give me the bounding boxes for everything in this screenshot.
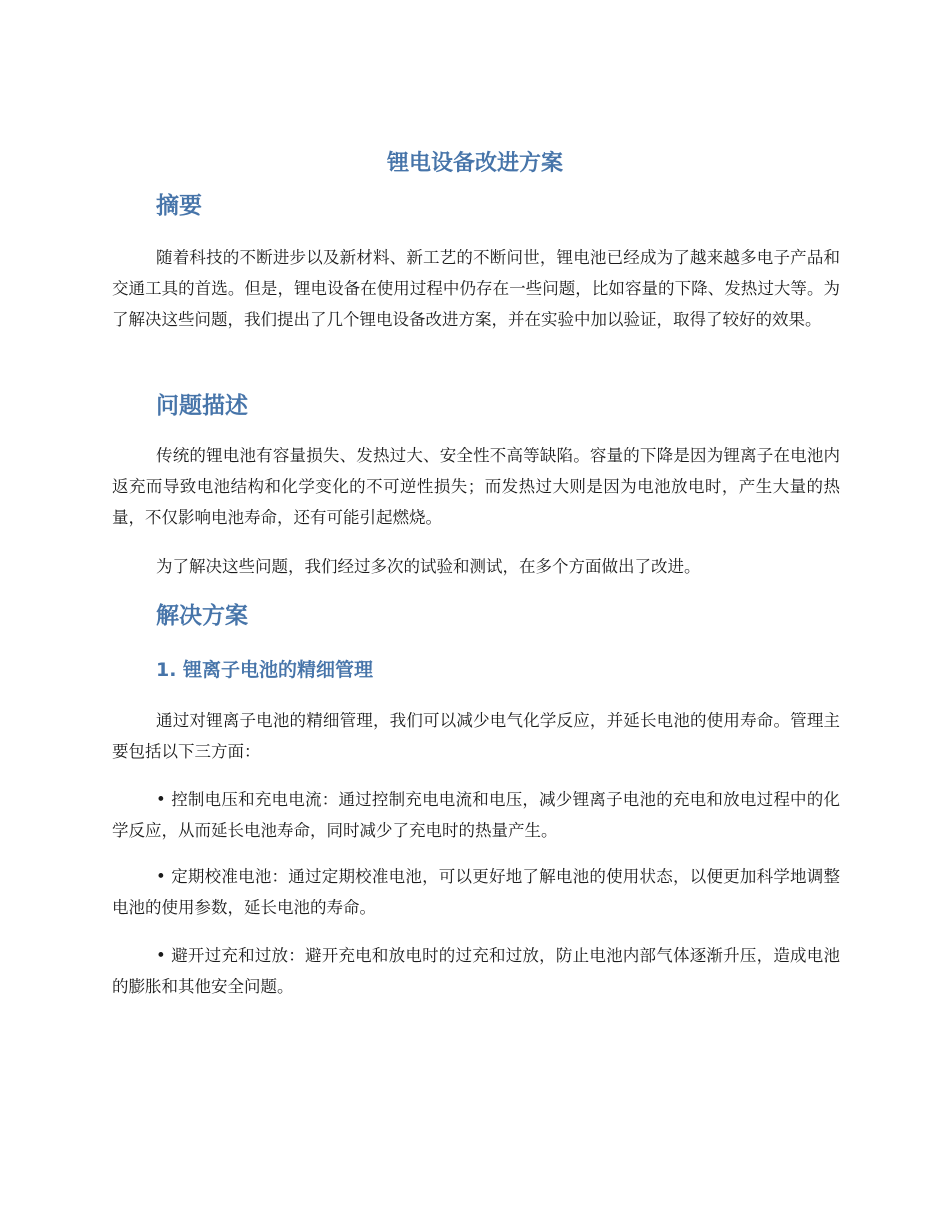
problem-paragraph-1: 传统的锂电池有容量损失、发热过大、安全性不高等缺陷。容量的下降是因为锂离子在电池内返充而导致电池结构和化学变化的不可逆性损失；而发热过大则是因为电池放电时，产生大量的热量，不仅影响电池寿命，还有可能引起燃烧。 — [112, 446, 840, 527]
section-heading-solution: 解决方案 — [156, 603, 248, 629]
list-item-calibrate-battery: • 定期校准电池：通过定期校准电池，可以更好地了解电池的使用状态，以便更加科学地调整电池的使用参数，延长电池的寿命。 — [112, 867, 840, 917]
section-heading-problem: 问题描述 — [156, 393, 248, 419]
list-item-avoid-overcharge: • 避开过充和过放：避开充电和放电时的过充和过放，防止电池内部气体逐渐升压，造成电池的膨胀和其他安全问题。 — [112, 946, 840, 996]
list-item-control-voltage: • 控制电压和充电电流：通过控制充电电流和电压，减少锂离子电池的充电和放电过程中的化学反应，从而延长电池寿命，同时减少了充电时的热量产生。 — [112, 790, 840, 840]
problem-paragraph-2: 为了解决这些问题，我们经过多次的试验和测试，在多个方面做出了改进。 — [156, 557, 701, 576]
subsection-1-intro: 通过对锂离子电池的精细管理，我们可以减少电气化学反应，并延长电池的使用寿命。管理主要包括以下三方面： — [112, 711, 840, 761]
document-title: 锂电设备改进方案 — [386, 151, 563, 176]
section-heading-abstract: 摘要 — [156, 193, 202, 219]
abstract-paragraph: 随着科技的不断进步以及新材料、新工艺的不断问世，锂电池已经成为了越来越多电子产品和交通工具的首选。但是，锂电设备在使用过程中仍存在一些问题，比如容量的下降、发热过大等。为了解决这些问题，我们提出了几个锂电设备改进方案，并在实验中加以验证，取得了较好的效果。 — [112, 248, 840, 329]
subsection-heading-1: 1. 锂离子电池的精细管理 — [156, 659, 374, 681]
